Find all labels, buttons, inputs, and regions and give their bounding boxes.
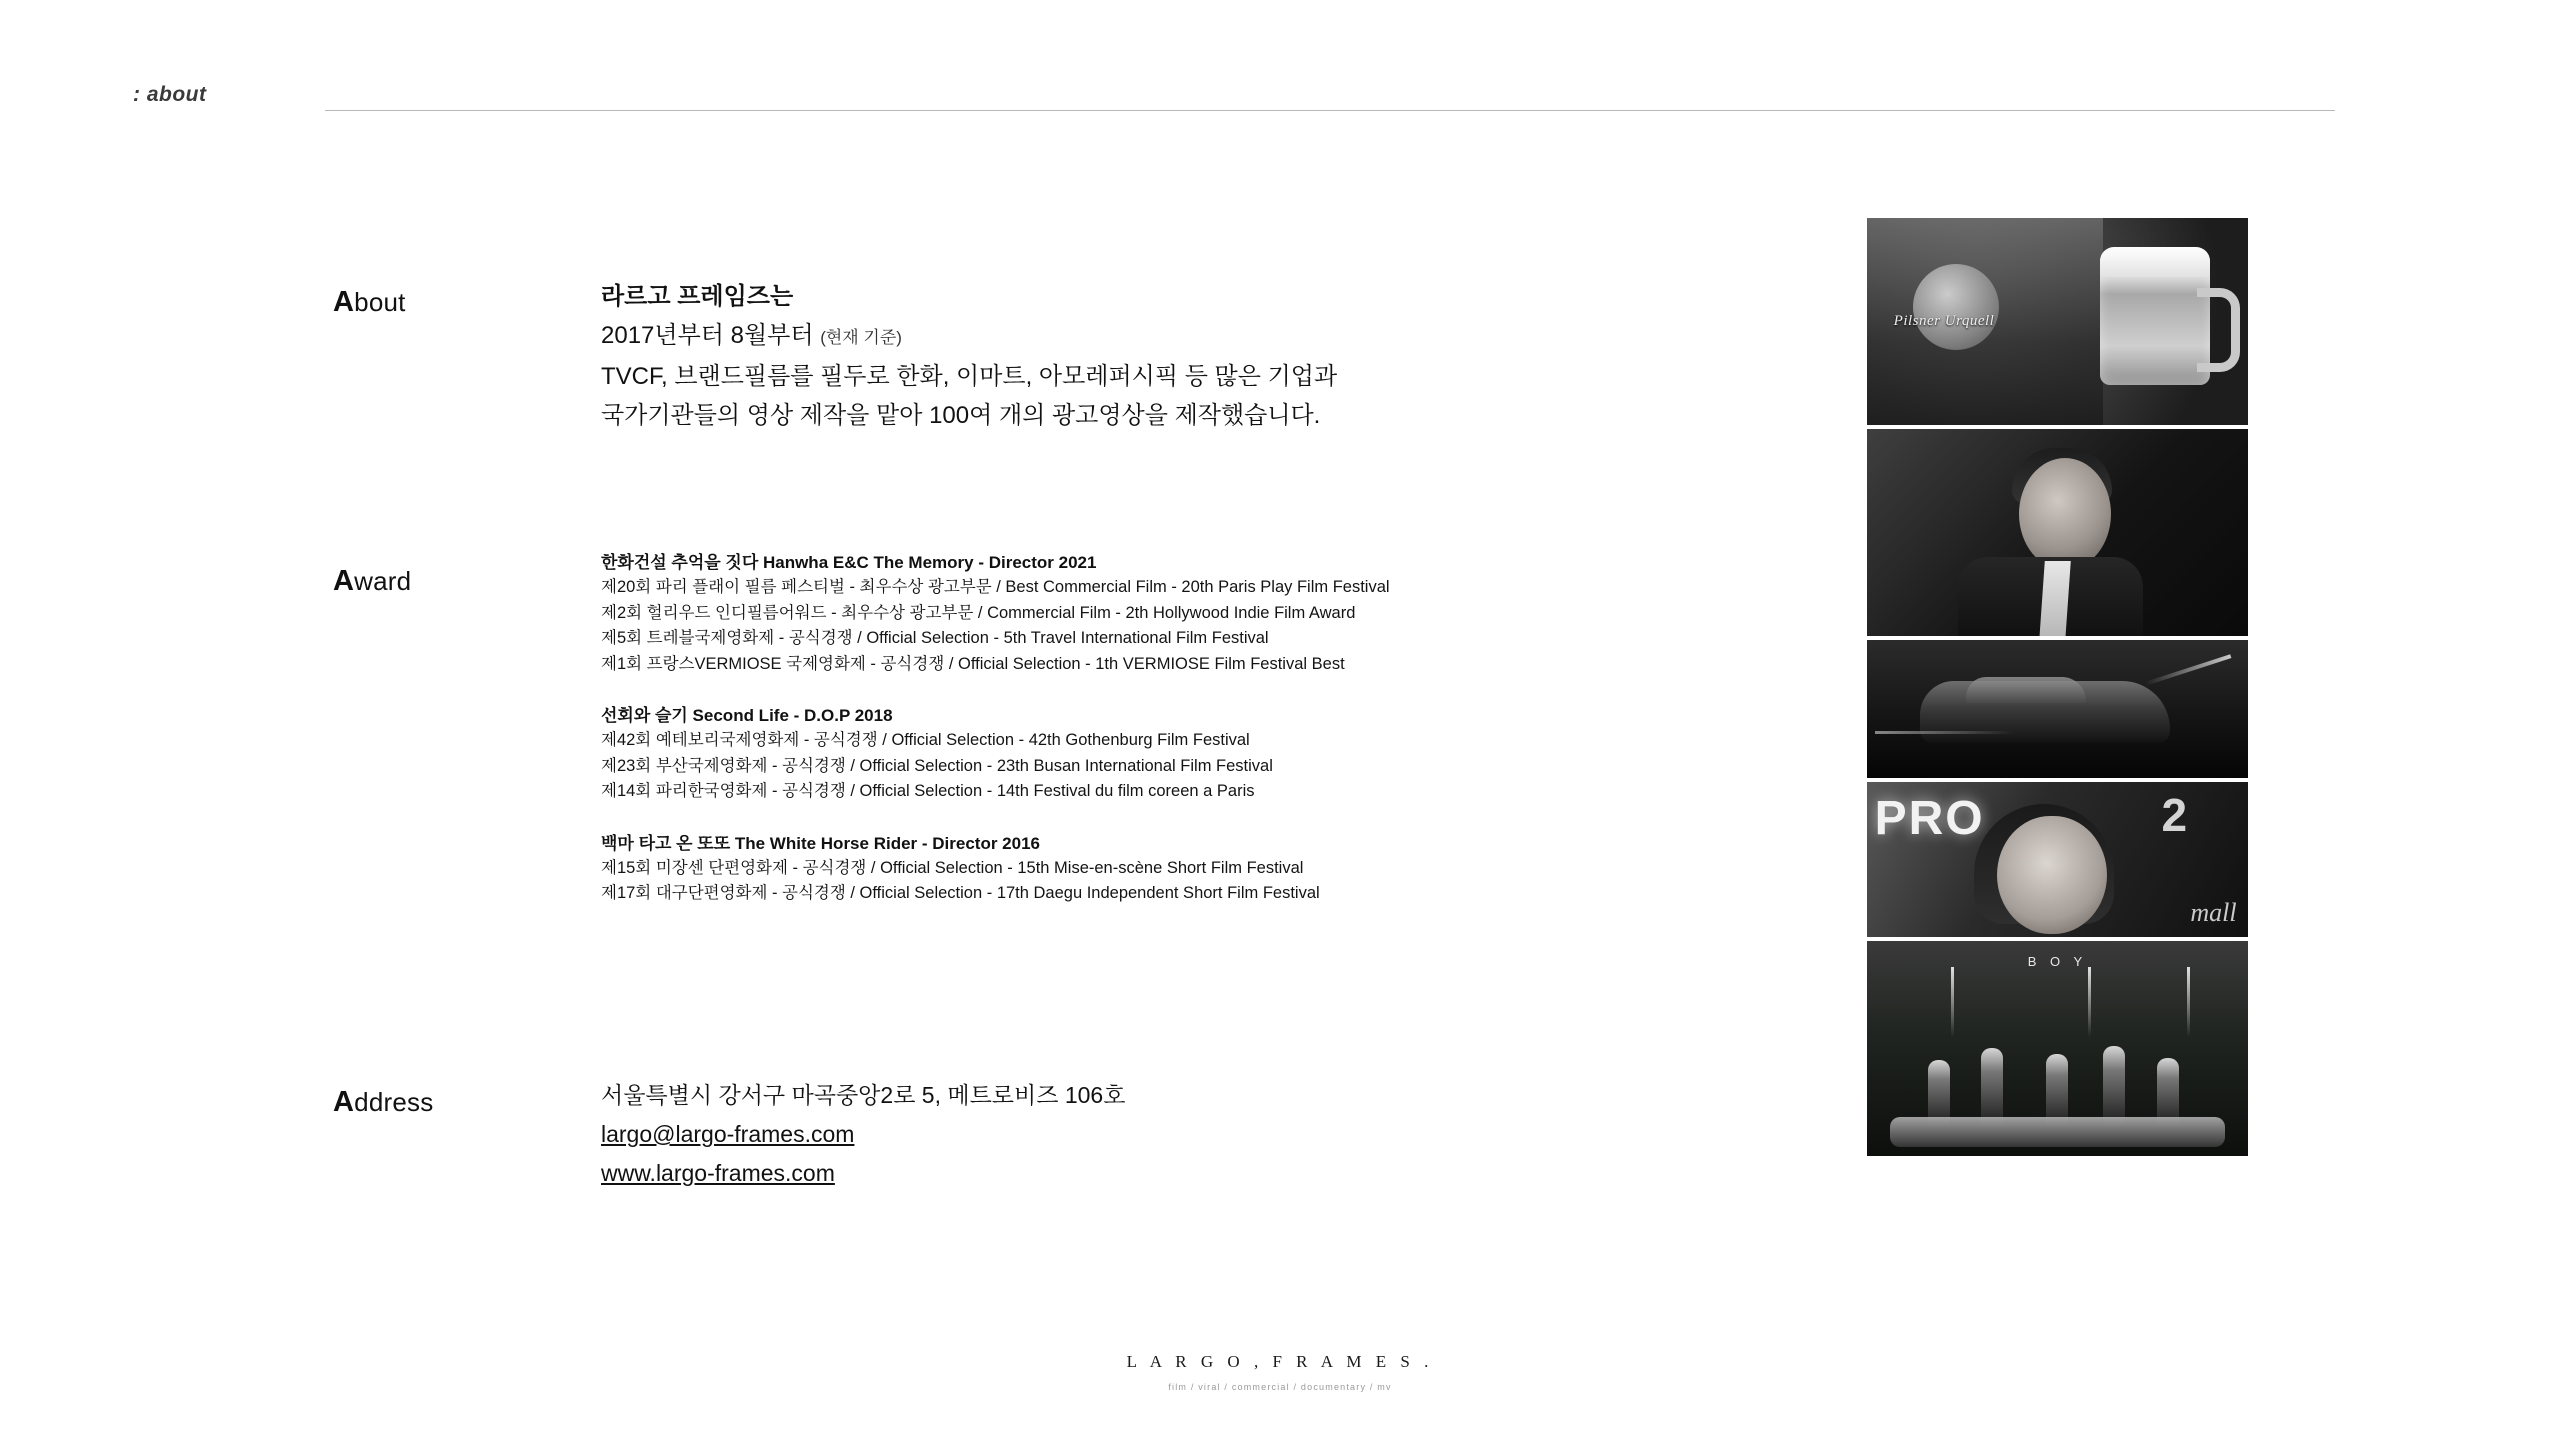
about-company-name: 라르고 프레임즈는	[601, 283, 794, 310]
award-item: 제17회 대구단편영화제 - 공식경쟁 / Official Selection - 17th Daegu Independent Short Film Festival	[601, 884, 1320, 902]
footer-subtitle: film / viral / commercial / documentary / mv	[1168, 1382, 1392, 1392]
award-group	[601, 550, 1701, 677]
award-group	[601, 703, 1701, 805]
performer-figure	[2046, 1054, 2068, 1126]
stage-light-beam	[1951, 967, 1954, 1037]
award-title-rest: ward	[354, 566, 412, 596]
neon-sign-text: PRO	[1874, 792, 1985, 846]
performer-figure	[2103, 1046, 2125, 1126]
portfolio-thumbnail-column	[1867, 218, 2248, 1156]
stage-light-beam	[2187, 967, 2190, 1037]
about-period: 2017년부터 8월부터	[601, 322, 814, 349]
about-line-4: 국가기관들의 영상 제작을 맡아 100여 개의 광고영상을 제작했습니다.	[601, 402, 1321, 429]
about-line-3: TVCF, 브랜드필름를 필두로 한화, 이마트, 아모레퍼시픽 등 많은 기업과	[601, 363, 1338, 390]
award-item: 제14회 파리한국영화제 - 공식경쟁 / Official Selection - 14th Festival du film coreen a Paris	[601, 782, 1255, 800]
about-section-title	[333, 286, 406, 319]
beer-still-brand-label: Pilsner Urquell	[1893, 313, 1995, 330]
award-section-title	[333, 565, 411, 598]
award-group-heading: 백마 타고 온 또또 The White Horse Rider - Director 2016	[601, 833, 1040, 853]
about-line-2	[601, 316, 1501, 357]
beer-foam-shape	[2100, 247, 2210, 277]
award-item: 제15회 미장센 단편영화제 - 공식경쟁 / Official Selection - 15th Mise-en-scène Short Film Festival	[601, 858, 1304, 877]
website-link[interactable]: www.largo-frames.com	[601, 1160, 835, 1186]
neon-script-shape: mall	[2190, 897, 2237, 927]
stage-light-beam	[2088, 967, 2091, 1037]
award-group	[601, 831, 1701, 907]
performer-figure	[1928, 1060, 1950, 1126]
car-floor-reflection-shape	[1875, 731, 2015, 734]
neon-number-shape: 2	[2161, 789, 2188, 842]
award-title-initial: A	[333, 565, 355, 597]
award-item: 제42회 예테보리국제영화제 - 공식경쟁 / Official Selection - 42th Gothenburg Film Festival	[601, 731, 1250, 749]
beer-still-logo-disc	[1913, 264, 1999, 350]
award-body	[601, 550, 1701, 907]
award-group-heading: 한화건설 추억을 짓다 Hanwha E&C The Memory - Director 2021	[601, 553, 1097, 572]
thumbnail-group-outdoor-still[interactable]	[1867, 941, 2248, 1156]
female-face-shape	[1997, 816, 2107, 934]
award-item: 제20회 파리 플래이 필름 페스티벌 - 최우수상 광고부문 / Best Commercial Film - 20th Paris Play Film Festival	[601, 578, 1390, 596]
performer-figure	[1981, 1048, 2003, 1126]
thumbnail-beer-commercial-still[interactable]	[1867, 218, 2248, 425]
award-item: 제1회 프랑스VERMIOSE 국제영화제 - 공식경쟁 / Official Selection - 1th VERMIOSE Film Festival Best	[601, 654, 1345, 673]
email-link[interactable]: largo@largo-frames.com	[601, 1121, 855, 1147]
page-header	[0, 0, 2560, 120]
address-title-initial: A	[333, 1086, 355, 1118]
performer-figure	[2157, 1058, 2179, 1126]
address-street: 서울특별시 강서구 마곡중앙2로 5, 메트로비즈 106호	[601, 1082, 1126, 1108]
portrait-shirt-shape	[2039, 561, 2071, 636]
address-body	[601, 1076, 1125, 1193]
page-footer	[0, 1352, 2560, 1392]
about-period-note: (현재 기준)	[820, 328, 902, 347]
about-title-rest: bout	[354, 287, 406, 317]
page-title: : about	[133, 83, 207, 106]
car-window-shape	[1966, 677, 2086, 703]
footer-logo: L A R G O , F R A M E S .	[1126, 1352, 1434, 1371]
thumbnail-female-portrait-neon-still[interactable]	[1867, 782, 2248, 937]
thumbnail-male-portrait-still[interactable]	[1867, 429, 2248, 636]
about-line-1	[601, 277, 1501, 316]
award-item: 제23회 부산국제영화제 - 공식경쟁 / Official Selection - 23th Busan International Film Festival	[601, 756, 1273, 775]
portrait-face-shape	[2019, 458, 2111, 570]
thumbnail-car-commercial-still[interactable]	[1867, 640, 2248, 778]
award-item: 제5회 트레블국제영화제 - 공식경쟁 / Official Selection - 5th Travel International Film Festival	[601, 629, 1269, 647]
about-body	[601, 277, 1501, 435]
award-group-heading: 선회와 슬기 Second Life - D.O.P 2018	[601, 706, 893, 725]
about-title-initial: A	[333, 286, 355, 318]
beer-mug-handle-shape	[2197, 288, 2240, 372]
rock-foreground-shape	[1890, 1117, 2225, 1147]
outdoor-title-text: B O Y	[2027, 953, 2088, 969]
address-section-title	[333, 1086, 433, 1119]
header-divider	[325, 110, 2335, 111]
award-item: 제2회 헐리우드 인디필름어워드 - 최우수상 광고부문 / Commercial Film - 2th Hollywood Indie Film Award	[601, 603, 1356, 622]
address-title-rest: ddress	[354, 1087, 434, 1117]
